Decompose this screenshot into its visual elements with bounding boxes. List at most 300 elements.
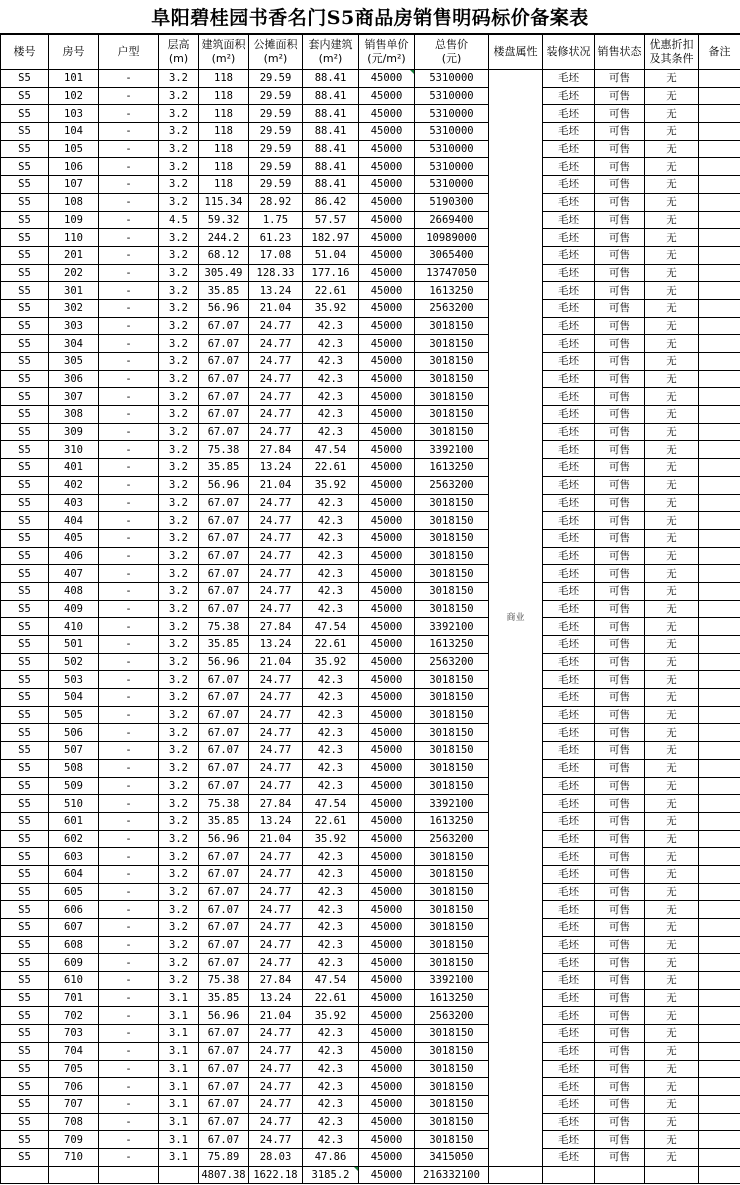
cell-layout: - (99, 353, 159, 371)
cell-decoration: 毛坯 (543, 812, 595, 830)
cell-building: S5 (1, 1131, 49, 1149)
cell-floor-height: 3.2 (159, 246, 199, 264)
cell-remarks (699, 671, 740, 689)
cell-discount: 无 (645, 1113, 699, 1131)
cell-shared-area: 27.84 (249, 972, 303, 990)
cell-floor-height: 3.2 (159, 653, 199, 671)
cell-discount: 无 (645, 423, 699, 441)
table-row (1, 582, 740, 600)
cell-sale-status: 可售 (595, 759, 645, 777)
cell-remarks (699, 848, 740, 866)
cell-gross-area: 75.38 (199, 618, 249, 636)
header-unit-price: 销售单价 (元/m²) (359, 35, 415, 70)
cell-decoration: 毛坯 (543, 388, 595, 406)
cell-floor-height: 3.2 (159, 264, 199, 282)
cell-remarks (699, 388, 740, 406)
cell-inner-area: 35.92 (303, 653, 359, 671)
cell-inner-area: 88.41 (303, 176, 359, 194)
cell-building: S5 (1, 706, 49, 724)
cell-room: 604 (49, 865, 99, 883)
cell-shared-area: 29.59 (249, 176, 303, 194)
table-row (1, 388, 740, 406)
cell-discount: 无 (645, 830, 699, 848)
cell-layout: - (99, 459, 159, 477)
cell-inner-area: 47.86 (303, 1148, 359, 1166)
table-row (1, 989, 740, 1007)
cell-layout: - (99, 865, 159, 883)
cell-shared-area: 24.77 (249, 582, 303, 600)
cell-floor-height: 3.2 (159, 70, 199, 88)
cell-layout: - (99, 883, 159, 901)
cell-inner-area: 47.54 (303, 618, 359, 636)
cell-gross-area: 35.85 (199, 812, 249, 830)
cell-discount: 无 (645, 618, 699, 636)
cell-sale-status: 可售 (595, 989, 645, 1007)
cell-gross-area: 67.07 (199, 954, 249, 972)
cell-building: S5 (1, 865, 49, 883)
cell-gross-area: 67.07 (199, 335, 249, 353)
cell-remarks (699, 406, 740, 424)
cell-decoration: 毛坯 (543, 512, 595, 530)
cell-floor-height: 3.2 (159, 123, 199, 141)
cell-room: 407 (49, 565, 99, 583)
cell-floor-height: 3.1 (159, 1042, 199, 1060)
cell-decoration: 毛坯 (543, 653, 595, 671)
cell-shared-area: 24.77 (249, 1095, 303, 1113)
cell-discount: 无 (645, 742, 699, 760)
cell-floor-height: 3.2 (159, 494, 199, 512)
cell-building: S5 (1, 123, 49, 141)
cell-building: S5 (1, 759, 49, 777)
cell-total-price: 5310000 (415, 105, 489, 123)
cell-unit-price: 45000 (359, 105, 415, 123)
cell-unit-price: 45000 (359, 759, 415, 777)
cell-inner-area: 42.3 (303, 423, 359, 441)
cell-shared-area: 24.77 (249, 689, 303, 707)
cell-total-price: 5310000 (415, 70, 489, 88)
cell-floor-height: 3.2 (159, 848, 199, 866)
cell-floor-height: 3.2 (159, 229, 199, 247)
cell-gross-area: 67.07 (199, 1025, 249, 1043)
cell-room: 706 (49, 1078, 99, 1096)
cell-decoration: 毛坯 (543, 246, 595, 264)
table-row (1, 812, 740, 830)
cell-decoration: 毛坯 (543, 972, 595, 990)
cell-unit-price: 45000 (359, 689, 415, 707)
cell-shared-area: 24.77 (249, 388, 303, 406)
cell-unit-price: 45000 (359, 282, 415, 300)
total-unit-price: 45000 (359, 1166, 415, 1184)
cell-total-price: 3018150 (415, 406, 489, 424)
cell-decoration: 毛坯 (543, 1095, 595, 1113)
cell-inner-area: 88.41 (303, 105, 359, 123)
cell-gross-area: 35.85 (199, 459, 249, 477)
cell-discount: 无 (645, 1148, 699, 1166)
cell-room: 309 (49, 423, 99, 441)
cell-discount: 无 (645, 777, 699, 795)
cell-remarks (699, 459, 740, 477)
cell-decoration: 毛坯 (543, 848, 595, 866)
cell-gross-area: 56.96 (199, 1007, 249, 1025)
cell-floor-height: 3.2 (159, 671, 199, 689)
cell-shared-area: 29.59 (249, 123, 303, 141)
cell-floor-height: 3.2 (159, 158, 199, 176)
cell-sale-status: 可售 (595, 423, 645, 441)
totals-empty-cell (699, 1166, 740, 1184)
table-row (1, 105, 740, 123)
cell-shared-area: 29.59 (249, 140, 303, 158)
cell-property-type: 商业 (489, 70, 543, 1167)
cell-layout: - (99, 494, 159, 512)
table-row (1, 529, 740, 547)
cell-discount: 无 (645, 246, 699, 264)
table-row (1, 335, 740, 353)
cell-gross-area: 67.07 (199, 1078, 249, 1096)
cell-floor-height: 3.2 (159, 618, 199, 636)
cell-remarks (699, 70, 740, 88)
cell-gross-area: 67.07 (199, 423, 249, 441)
cell-total-price: 3018150 (415, 565, 489, 583)
cell-building: S5 (1, 176, 49, 194)
cell-total-price: 3018150 (415, 777, 489, 795)
cell-total-price: 2563200 (415, 830, 489, 848)
cell-remarks (699, 689, 740, 707)
cell-inner-area: 42.3 (303, 335, 359, 353)
cell-shared-area: 24.77 (249, 335, 303, 353)
cell-room: 701 (49, 989, 99, 1007)
cell-gross-area: 67.07 (199, 582, 249, 600)
cell-remarks (699, 264, 740, 282)
cell-shared-area: 28.92 (249, 193, 303, 211)
cell-unit-price: 45000 (359, 1007, 415, 1025)
cell-discount: 无 (645, 494, 699, 512)
cell-shared-area: 24.77 (249, 600, 303, 618)
table-row (1, 565, 740, 583)
cell-shared-area: 24.77 (249, 1042, 303, 1060)
cell-room: 502 (49, 653, 99, 671)
cell-discount: 无 (645, 529, 699, 547)
table-row (1, 123, 740, 141)
cell-floor-height: 3.2 (159, 547, 199, 565)
cell-sale-status: 可售 (595, 529, 645, 547)
cell-unit-price: 45000 (359, 812, 415, 830)
cell-total-price: 2669400 (415, 211, 489, 229)
cell-shared-area: 13.24 (249, 812, 303, 830)
cell-inner-area: 42.3 (303, 353, 359, 371)
cell-unit-price: 45000 (359, 636, 415, 654)
cell-total-price: 3392100 (415, 972, 489, 990)
cell-building: S5 (1, 335, 49, 353)
cell-gross-area: 67.07 (199, 724, 249, 742)
cell-inner-area: 42.3 (303, 865, 359, 883)
cell-layout: - (99, 565, 159, 583)
cell-unit-price: 45000 (359, 317, 415, 335)
cell-floor-height: 3.2 (159, 954, 199, 972)
cell-remarks (699, 919, 740, 937)
cell-gross-area: 67.07 (199, 1095, 249, 1113)
cell-decoration: 毛坯 (543, 299, 595, 317)
cell-floor-height: 3.2 (159, 299, 199, 317)
cell-sale-status: 可售 (595, 901, 645, 919)
cell-floor-height: 3.1 (159, 1078, 199, 1096)
cell-sale-status: 可售 (595, 335, 645, 353)
table-row (1, 229, 740, 247)
cell-unit-price: 45000 (359, 353, 415, 371)
cell-total-price: 3392100 (415, 795, 489, 813)
cell-sale-status: 可售 (595, 282, 645, 300)
cell-layout: - (99, 812, 159, 830)
cell-building: S5 (1, 317, 49, 335)
cell-gross-area: 67.07 (199, 317, 249, 335)
table-row (1, 1025, 740, 1043)
cell-gross-area: 67.07 (199, 759, 249, 777)
cell-shared-area: 24.77 (249, 865, 303, 883)
cell-decoration: 毛坯 (543, 600, 595, 618)
cell-remarks (699, 193, 740, 211)
totals-row (1, 1166, 740, 1184)
cell-building: S5 (1, 423, 49, 441)
cell-remarks (699, 317, 740, 335)
cell-inner-area: 42.3 (303, 759, 359, 777)
cell-discount: 无 (645, 954, 699, 972)
cell-sale-status: 可售 (595, 547, 645, 565)
cell-building: S5 (1, 1078, 49, 1096)
cell-floor-height: 3.2 (159, 936, 199, 954)
cell-floor-height: 3.2 (159, 423, 199, 441)
cell-discount: 无 (645, 1095, 699, 1113)
cell-remarks (699, 865, 740, 883)
cell-inner-area: 35.92 (303, 830, 359, 848)
cell-gross-area: 67.07 (199, 936, 249, 954)
cell-inner-area: 42.3 (303, 848, 359, 866)
cell-inner-area: 177.16 (303, 264, 359, 282)
cell-inner-area: 42.3 (303, 706, 359, 724)
cell-floor-height: 3.2 (159, 636, 199, 654)
cell-shared-area: 27.84 (249, 795, 303, 813)
cell-layout: - (99, 335, 159, 353)
cell-unit-price: 45000 (359, 989, 415, 1007)
cell-gross-area: 67.07 (199, 901, 249, 919)
cell-building: S5 (1, 989, 49, 1007)
cell-floor-height: 3.2 (159, 370, 199, 388)
cell-floor-height: 3.2 (159, 830, 199, 848)
cell-sale-status: 可售 (595, 1078, 645, 1096)
cell-unit-price: 45000 (359, 229, 415, 247)
table-row (1, 1007, 740, 1025)
cell-decoration: 毛坯 (543, 140, 595, 158)
cell-decoration: 毛坯 (543, 406, 595, 424)
cell-room: 501 (49, 636, 99, 654)
header-layout: 户型 (99, 35, 159, 70)
cell-remarks (699, 158, 740, 176)
cell-remarks (699, 706, 740, 724)
table-row (1, 1042, 740, 1060)
cell-inner-area: 42.3 (303, 1025, 359, 1043)
cell-unit-price: 45000 (359, 883, 415, 901)
cell-discount: 无 (645, 724, 699, 742)
cell-decoration: 毛坯 (543, 883, 595, 901)
cell-room: 505 (49, 706, 99, 724)
cell-gross-area: 67.07 (199, 353, 249, 371)
cell-room: 401 (49, 459, 99, 477)
cell-layout: - (99, 989, 159, 1007)
cell-decoration: 毛坯 (543, 582, 595, 600)
cell-building: S5 (1, 777, 49, 795)
cell-decoration: 毛坯 (543, 87, 595, 105)
table-row (1, 299, 740, 317)
cell-gross-area: 67.07 (199, 742, 249, 760)
cell-remarks (699, 972, 740, 990)
table-row (1, 370, 740, 388)
cell-floor-height: 3.2 (159, 600, 199, 618)
cell-floor-height: 3.2 (159, 459, 199, 477)
cell-layout: - (99, 671, 159, 689)
cell-remarks (699, 441, 740, 459)
cell-shared-area: 24.77 (249, 1060, 303, 1078)
cell-remarks (699, 529, 740, 547)
cell-decoration: 毛坯 (543, 441, 595, 459)
cell-floor-height: 3.2 (159, 441, 199, 459)
cell-shared-area: 24.77 (249, 512, 303, 530)
cell-room: 108 (49, 193, 99, 211)
cell-sale-status: 可售 (595, 158, 645, 176)
cell-floor-height: 3.2 (159, 317, 199, 335)
cell-remarks (699, 140, 740, 158)
cell-remarks (699, 512, 740, 530)
cell-room: 105 (49, 140, 99, 158)
cell-remarks (699, 1078, 740, 1096)
cell-sale-status: 可售 (595, 105, 645, 123)
cell-building: S5 (1, 406, 49, 424)
cell-discount: 无 (645, 317, 699, 335)
cell-gross-area: 35.85 (199, 282, 249, 300)
cell-building: S5 (1, 1042, 49, 1060)
cell-total-price: 3018150 (415, 724, 489, 742)
cell-sale-status: 可售 (595, 742, 645, 760)
cell-decoration: 毛坯 (543, 476, 595, 494)
cell-gross-area: 75.38 (199, 795, 249, 813)
cell-room: 102 (49, 87, 99, 105)
cell-inner-area: 42.3 (303, 565, 359, 583)
cell-room: 508 (49, 759, 99, 777)
cell-room: 702 (49, 1007, 99, 1025)
cell-layout: - (99, 282, 159, 300)
cell-layout: - (99, 176, 159, 194)
cell-discount: 无 (645, 406, 699, 424)
cell-layout: - (99, 919, 159, 937)
cell-total-price: 3018150 (415, 512, 489, 530)
cell-discount: 无 (645, 865, 699, 883)
cell-decoration: 毛坯 (543, 989, 595, 1007)
cell-sale-status: 可售 (595, 865, 645, 883)
cell-decoration: 毛坯 (543, 706, 595, 724)
cell-discount: 无 (645, 671, 699, 689)
cell-discount: 无 (645, 193, 699, 211)
cell-layout: - (99, 1095, 159, 1113)
cell-decoration: 毛坯 (543, 317, 595, 335)
cell-total-price: 3018150 (415, 1042, 489, 1060)
cell-shared-area: 29.59 (249, 158, 303, 176)
cell-building: S5 (1, 848, 49, 866)
cell-building: S5 (1, 1113, 49, 1131)
cell-sale-status: 可售 (595, 1042, 645, 1060)
cell-discount: 无 (645, 972, 699, 990)
cell-building: S5 (1, 1148, 49, 1166)
cell-discount: 无 (645, 1131, 699, 1149)
cell-room: 610 (49, 972, 99, 990)
cell-building: S5 (1, 1007, 49, 1025)
cell-gross-area: 67.07 (199, 1060, 249, 1078)
cell-shared-area: 24.77 (249, 317, 303, 335)
table-row (1, 317, 740, 335)
cell-room: 301 (49, 282, 99, 300)
cell-layout: - (99, 1007, 159, 1025)
header-building: 楼号 (1, 35, 49, 70)
cell-unit-price: 45000 (359, 1148, 415, 1166)
cell-gross-area: 67.07 (199, 406, 249, 424)
cell-layout: - (99, 1060, 159, 1078)
cell-gross-area: 67.07 (199, 671, 249, 689)
cell-sale-status: 可售 (595, 1007, 645, 1025)
cell-room: 106 (49, 158, 99, 176)
cell-room: 608 (49, 936, 99, 954)
cell-room: 302 (49, 299, 99, 317)
cell-decoration: 毛坯 (543, 158, 595, 176)
cell-gross-area: 67.07 (199, 848, 249, 866)
header-shared-area: 公摊面积 (m²) (249, 35, 303, 70)
cell-sale-status: 可售 (595, 919, 645, 937)
cell-discount: 无 (645, 848, 699, 866)
table-row (1, 919, 740, 937)
cell-layout: - (99, 1131, 159, 1149)
cell-sale-status: 可售 (595, 883, 645, 901)
cell-inner-area: 35.92 (303, 299, 359, 317)
cell-inner-area: 182.97 (303, 229, 359, 247)
cell-floor-height: 3.2 (159, 795, 199, 813)
sheet-title: 阜阳碧桂园书香名门S5商品房销售明码标价备案表 (0, 0, 740, 34)
cell-total-price: 3018150 (415, 1113, 489, 1131)
cell-remarks (699, 759, 740, 777)
cell-unit-price: 45000 (359, 671, 415, 689)
cell-decoration: 毛坯 (543, 211, 595, 229)
cell-room: 507 (49, 742, 99, 760)
cell-unit-price: 45000 (359, 972, 415, 990)
cell-decoration: 毛坯 (543, 671, 595, 689)
cell-gross-area: 67.07 (199, 777, 249, 795)
cell-unit-price: 45000 (359, 1131, 415, 1149)
cell-gross-area: 118 (199, 176, 249, 194)
cell-layout: - (99, 954, 159, 972)
cell-remarks (699, 795, 740, 813)
totals-empty-cell (595, 1166, 645, 1184)
table-row (1, 777, 740, 795)
cell-room: 408 (49, 582, 99, 600)
cell-decoration: 毛坯 (543, 636, 595, 654)
total-inner-area: 3185.2 (303, 1166, 359, 1184)
cell-shared-area: 29.59 (249, 70, 303, 88)
cell-layout: - (99, 264, 159, 282)
cell-building: S5 (1, 87, 49, 105)
cell-decoration: 毛坯 (543, 742, 595, 760)
cell-building: S5 (1, 653, 49, 671)
cell-gross-area: 35.85 (199, 989, 249, 1007)
cell-discount: 无 (645, 353, 699, 371)
table-row (1, 936, 740, 954)
cell-gross-area: 118 (199, 158, 249, 176)
cell-floor-height: 3.2 (159, 282, 199, 300)
price-table (0, 34, 740, 1184)
cell-inner-area: 35.92 (303, 1007, 359, 1025)
